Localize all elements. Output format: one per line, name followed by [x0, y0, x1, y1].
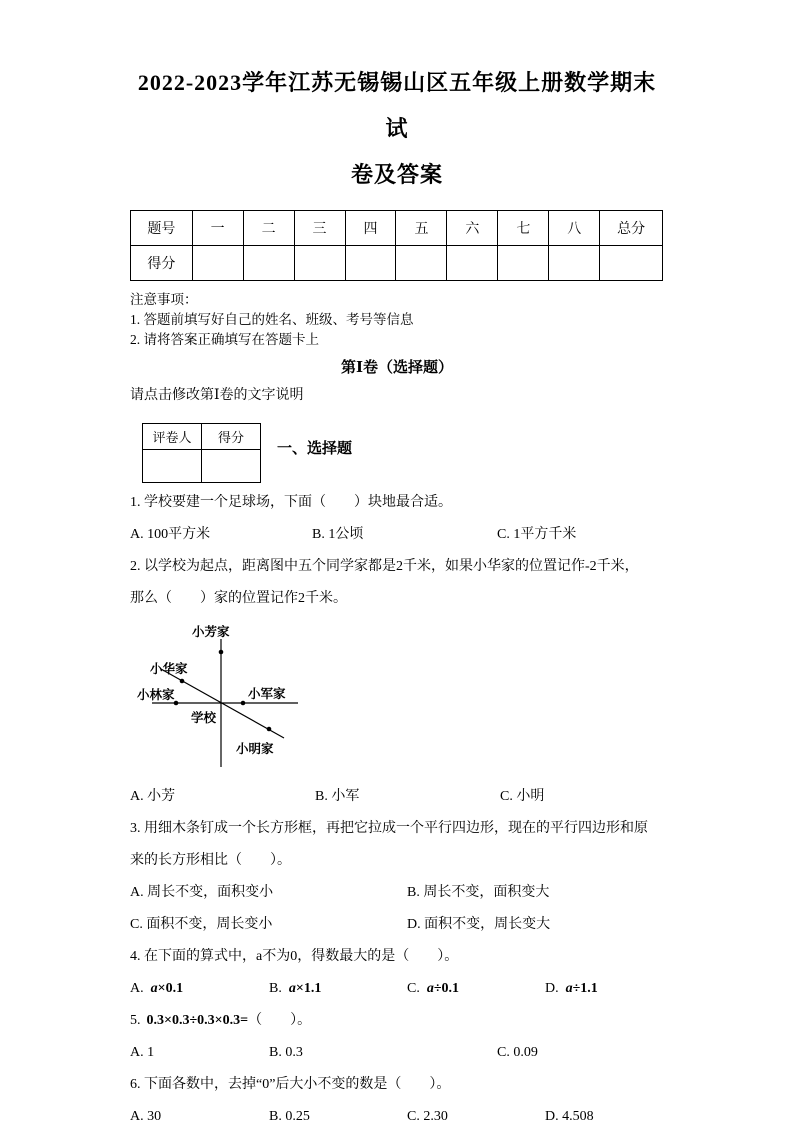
option-a: A. 周长不变，面积变小 — [130, 885, 274, 900]
option-d: D. 面积不变，周长变大 — [407, 917, 551, 932]
question-1-stem: 1. 学校要建一个足球场，下面（ ）块地最合适。 — [130, 495, 452, 510]
option-c: C. 0.09 — [497, 1045, 538, 1060]
math-expression: ×1.1 — [295, 981, 322, 996]
xiaofang-label: 小芳家 — [192, 625, 230, 639]
question-2-stem-line2: 那么（ ）家的位置记作2千米。 — [130, 591, 347, 606]
question-3-options-row1 — [130, 877, 664, 909]
math-variable: a — [565, 981, 573, 996]
question-5-stem — [130, 1005, 664, 1037]
option-b: B. 0.25 — [269, 1109, 310, 1123]
xiaoming-label: 小明家 — [236, 742, 274, 756]
question-2-position-diagram — [130, 615, 664, 781]
option-b — [269, 973, 407, 1005]
math-variable: a — [150, 981, 158, 996]
option-letter: C. — [407, 981, 420, 996]
score-table-score-row — [131, 246, 663, 281]
grader-label-cell: 评卷人 — [143, 424, 202, 450]
header-cell-8: 八 — [549, 211, 600, 246]
score-table-header-row — [131, 211, 663, 246]
grader-table-empty-row — [143, 450, 261, 483]
option-c: C. 2.30 — [407, 1109, 448, 1123]
question-number: 5. — [130, 1013, 141, 1028]
header-cell-4: 四 — [345, 211, 396, 246]
question-1-options — [130, 519, 664, 551]
question-6-options — [130, 1101, 664, 1123]
option-a: A. 1 — [130, 1045, 155, 1060]
xiaojun-point — [241, 701, 246, 706]
math-expression: ×0.1 — [157, 981, 184, 996]
score-row-label: 得分 — [131, 246, 193, 281]
score-summary-table — [130, 210, 663, 281]
option-letter: B. — [269, 981, 282, 996]
option-b: B. 周长不变，面积变大 — [407, 885, 550, 900]
option-c — [407, 973, 545, 1005]
part-title-choice: 一、选择题 — [277, 441, 353, 457]
question-4-options — [130, 973, 664, 1005]
score-cell-empty — [447, 246, 498, 281]
math-expression: ÷0.1 — [433, 981, 460, 996]
math-expression: 0.3×0.3÷0.3×0.3= — [146, 1013, 249, 1028]
grader-section — [142, 423, 664, 483]
grader-score-table — [142, 423, 261, 483]
title-line2: 卷及答案 — [350, 162, 443, 187]
notes-heading: 注意事项： — [130, 292, 198, 307]
edit-hint-text: 请点击修改第Ⅰ卷的文字说明 — [130, 388, 304, 403]
notes-block — [130, 290, 664, 350]
option-letter: D. — [545, 981, 559, 996]
xiaohua-point — [180, 679, 185, 684]
option-c: C. 小明 — [500, 789, 545, 804]
option-b: B. 1公顷 — [312, 527, 364, 542]
option-c: C. 面积不变，周长变小 — [130, 917, 273, 932]
math-variable: a — [288, 981, 296, 996]
option-a: A. 100平方米 — [130, 527, 211, 542]
question-4-stem: 4. 在下面的算式中，a不为0，得数最大的是（ ）。 — [130, 949, 459, 964]
school-label: 学校 — [191, 711, 217, 725]
answer-blank: （ ）。 — [248, 1013, 312, 1028]
score-cell-empty — [549, 246, 600, 281]
header-cell-1: 一 — [192, 211, 243, 246]
question-2-options — [130, 781, 664, 813]
option-d: D. 4.508 — [545, 1109, 594, 1123]
grader-empty-cell — [202, 450, 261, 483]
xiaolin-label: 小林家 — [137, 688, 175, 702]
xiaojun-label: 小军家 — [248, 687, 286, 701]
header-cell-7: 七 — [498, 211, 549, 246]
question-6-stem: 6. 下面各数中，去掉“0”后大小不变的数是（ ）。 — [130, 1077, 451, 1092]
math-expression: ÷1.1 — [572, 981, 598, 996]
option-b: B. 0.3 — [269, 1045, 303, 1060]
score-cell-empty — [396, 246, 447, 281]
grader-empty-cell — [143, 450, 202, 483]
title-line1: 2022-2023学年江苏无锡锡山区五年级上册数学期末试 — [137, 70, 657, 141]
grader-table-header-row — [143, 424, 261, 450]
header-cell-5: 五 — [396, 211, 447, 246]
header-cell-question-no: 题号 — [131, 211, 193, 246]
header-cell-3: 三 — [294, 211, 345, 246]
notes-item-1: 1. 答题前填写好自己的姓名、班级、考号等信息 — [130, 312, 414, 327]
header-cell-6: 六 — [447, 211, 498, 246]
question-2-stem-line1: 2. 以学校为起点，距离图中五个同学家都是2千米，如果小华家的位置记作-2千米， — [130, 559, 639, 574]
header-cell-2: 二 — [243, 211, 294, 246]
score-cell-empty — [345, 246, 396, 281]
option-a — [130, 973, 269, 1005]
score-cell-empty — [192, 246, 243, 281]
grader-score-label-cell: 得分 — [202, 424, 261, 450]
page-content — [130, 0, 664, 1123]
score-cell-empty — [498, 246, 549, 281]
question-5-options — [130, 1037, 664, 1069]
option-letter: A. — [130, 981, 144, 996]
question-3-stem-line1: 3. 用细木条钉成一个长方形框，再把它拉成一个平行四边形，现在的平行四边形和原 — [130, 821, 648, 836]
page-title — [130, 60, 664, 198]
xiaofang-point — [219, 650, 224, 655]
diagram-svg — [136, 623, 311, 773]
option-a: A. 小芳 — [130, 789, 176, 804]
score-cell-empty — [600, 246, 663, 281]
header-cell-total: 总分 — [600, 211, 663, 246]
xiaohua-label: 小华家 — [150, 662, 188, 676]
notes-item-2: 2. 请将答案正确填写在答题卡上 — [130, 332, 319, 347]
math-variable: a — [426, 981, 434, 996]
question-3-stem-line2: 来的长方形相比（ ）。 — [130, 853, 291, 868]
volume-title: 第Ⅰ卷（选择题） — [340, 360, 454, 376]
option-b: B. 小军 — [315, 789, 360, 804]
score-cell-empty — [294, 246, 345, 281]
xiaoming-point — [267, 727, 272, 732]
option-c: C. 1平方千米 — [497, 527, 577, 542]
option-a: A. 30 — [130, 1109, 162, 1123]
score-cell-empty — [243, 246, 294, 281]
option-d — [545, 973, 598, 1005]
question-3-options-row2 — [130, 909, 664, 941]
